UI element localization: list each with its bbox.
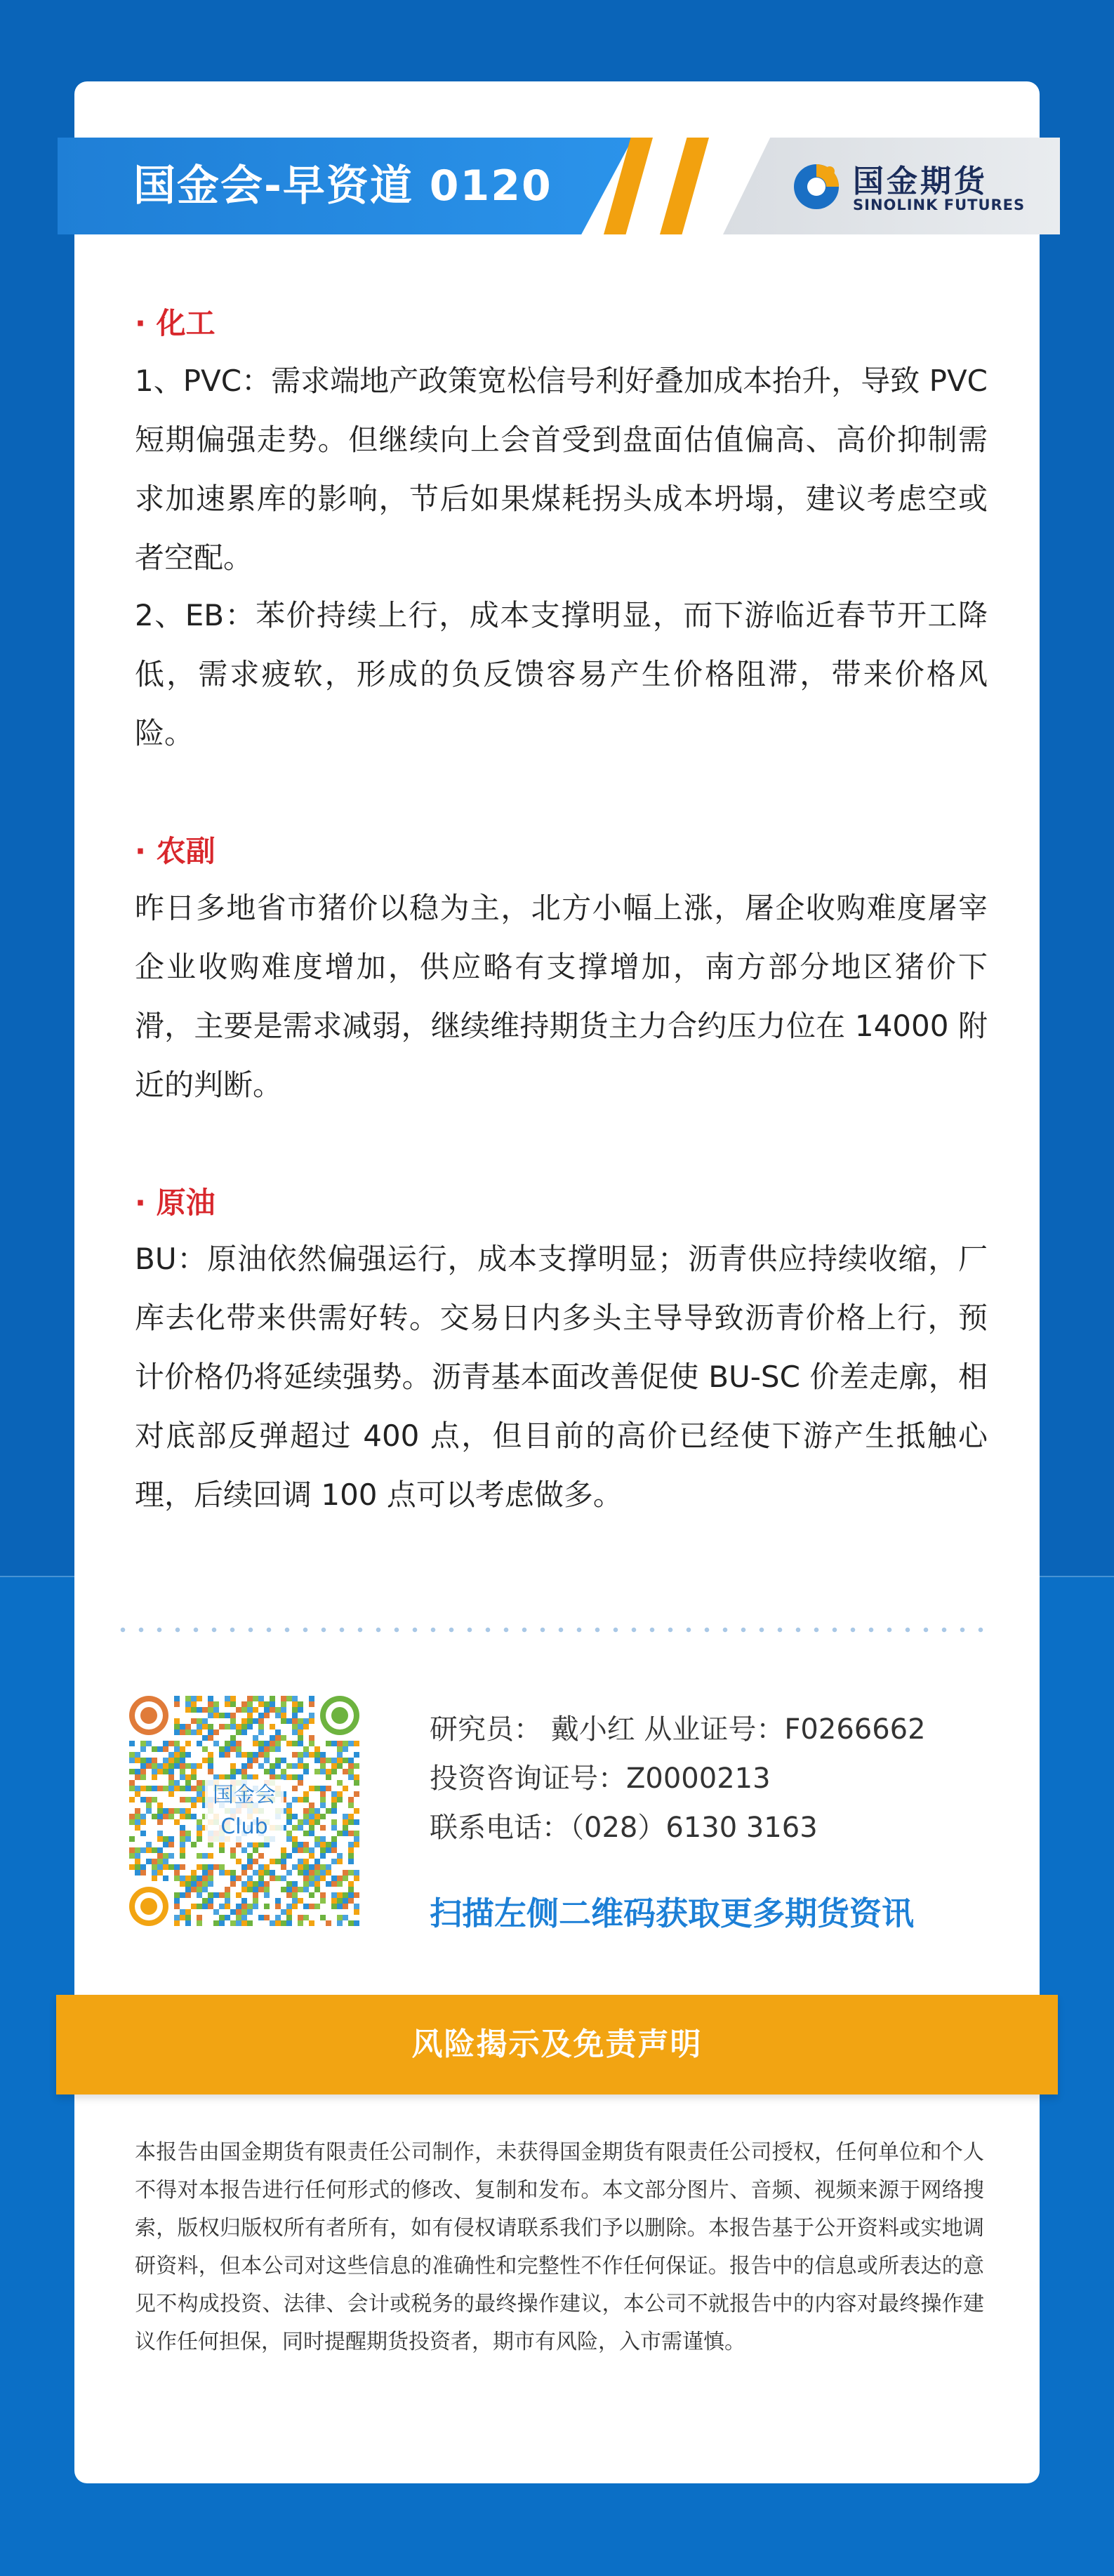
page-title: 国金会-早资道 0120 xyxy=(133,161,552,211)
consult-license: 投资咨询证号：Z0000213 xyxy=(430,1762,771,1795)
risk-title: 风险揭示及免责声明 xyxy=(411,2026,703,2062)
section-heading-crude: · 原油 xyxy=(135,1186,215,1220)
qr-label xyxy=(205,1779,284,1843)
paragraph-pvc: 1、PVC：需求端地产政策宽松信号利好叠加成本抬升，导致 PVC 短期偏强走势。但继续向上会首受到盘面估值偏高、高价抑制需求加速累库的影响，节后如果煤耗拐头成本坍塌，建议考虑空或者空配。 xyxy=(135,364,988,575)
disclaimer-text: 本报告由国金期货有限责任公司制作，未获得国金期货有限责任公司授权，任何单位和个人不得对本报告进行任何形式的修改、复制和发布。本文部分图片、音频、视频来源于网络搜索，版权归版权所有者所有，如有侵权请联系我们予以删除。本报告基于公开资料或实地调研资料，但本公司对这些信息的准确性和完整性不作任何保证。报告中的信息或所表达的意见不构成投资、法律、会计或税务的最终操作建议，本公司不就报告中的内容对最终操作建议作任何担保，同时提醒期货投资者，期市有风险，入市需谨慎。 xyxy=(135,2140,984,2354)
logo-text-cn: 国金期货 xyxy=(853,164,988,199)
qr-label-line1: 国金会 xyxy=(213,1783,276,1807)
paragraph-hog: 昨日多地省市猪价以稳为主，北方小幅上涨，屠企收购难度屠宰企业收购难度增加，供应略有支撑增加，南方部分地区猪价下滑，主要是需求减弱，继续维持期货主力合约压力位在 14000 附近的判断。 xyxy=(135,891,988,1102)
paragraph-eb: 2、EB：苯价持续上行，成本支撑明显，而下游临近春节开工降低，需求疲软，形成的负反馈容易产生价格阻滞，带来价格风险。 xyxy=(135,598,988,750)
sinolink-logo-icon xyxy=(790,159,843,212)
section-heading-agri: · 农副 xyxy=(135,834,215,868)
paragraph-bu: BU：原油依然偏强运行，成本支撑明显；沥青供应持续收缩，厂库去化带来供需好转。交易日内多头主导导致沥青价格上行，预计价格仍将延续强势。沥青基本面改善促使 BU-SC 价差走廓，相对底部反弹超过 400 点，但目前的高价已经使下游产生抵触心理，后续回调 100 点可以考虑做多。 xyxy=(135,1242,988,1512)
section-heading-chemical: · 化工 xyxy=(135,306,215,340)
qr-label-line2: Club xyxy=(220,1814,268,1839)
contact-phone: 联系电话：（028）6130 3163 xyxy=(430,1812,818,1844)
scan-tip: 扫描左侧二维码获取更多期货资讯 xyxy=(430,1894,914,1932)
logo-text-en: SINOLINK FUTURES xyxy=(853,197,1026,213)
researcher-info: 研究员： 戴小红 从业证号：F0266662 xyxy=(430,1713,926,1746)
dotted-divider xyxy=(114,1627,984,1633)
